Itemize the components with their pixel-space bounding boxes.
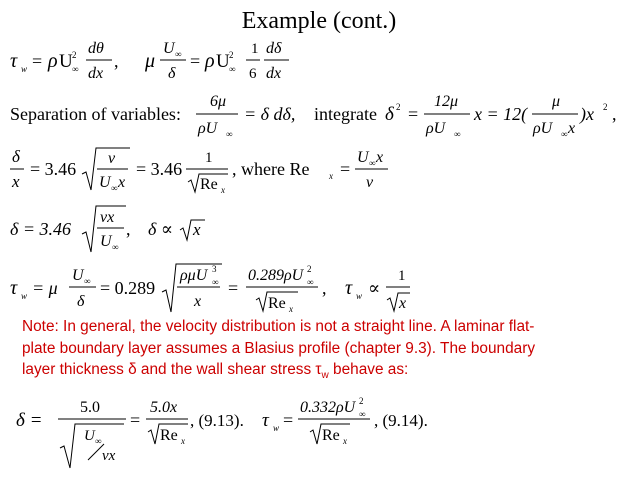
eq5-Re: Re [268,295,286,312]
eq3-where-sub: x [329,171,333,181]
eq4-U: U [100,233,112,250]
eq4-comma: , [126,219,131,239]
eq5-w2: w [356,291,363,301]
eq2-sq: 2 [396,102,401,112]
eq3-Re-sub: x [221,185,225,195]
equation-1-svg [0,36,638,88]
eq1-sq: 2 [72,50,77,60]
eq3-Ux2: U [357,149,369,166]
eq3-nu2: ν [366,174,374,191]
equation-blasius-results [0,392,638,472]
eq5-inf2: ∞ [212,277,219,287]
eq5-inf: ∞ [84,276,91,286]
equation-wall-shear-scaling [0,258,638,316]
eq4-x: x [193,220,201,239]
eq3-x2: x [376,149,384,166]
eq6-ref1: , (9.13). [190,411,244,430]
eq6-eq: = [130,410,141,430]
eq5-one: 1 [398,268,406,284]
eq2-sixmu: 6μ [210,93,227,110]
eq3-x: x [12,172,20,191]
eq3-inf: ∞ [111,183,118,193]
eq1-delta: δ [168,65,176,82]
equation-5-svg [0,258,638,316]
eq2-label: Separation of variables: [10,104,181,124]
equation-separation-of-variables [0,90,638,142]
eq2-deltasq: δ [385,104,394,125]
note-line-3-end: behave as: [328,361,409,378]
eq2-inf3: ∞ [561,129,568,139]
eq4-lhs: δ = 3.46 [10,219,72,239]
eq1-U2: U [216,51,230,72]
eq1-comma: , [114,51,119,71]
eq2-x: x [568,120,576,137]
note-line-2: plate boundary layer assumes a Blasius profile (chapter 9.3). The boundary [22,339,536,357]
eq6-Re2-sub: x [343,436,347,446]
eq5-tau: τ [10,277,18,299]
eq3-delta: δ [12,147,20,166]
eq5-xden: x [399,295,407,312]
eq6-inf2: ∞ [359,409,366,419]
eq3-eq3: = [340,159,351,179]
eq5-U: U [72,267,84,284]
eq6-inf: ∞ [95,436,102,446]
eq2-close: )x [580,104,594,124]
eq2-rhoUx: ρU [533,120,553,137]
eq5-eqmu: = μ [32,278,58,298]
eq2-inf: ∞ [226,129,233,139]
eq1-dtheta: dθ [88,40,104,57]
eq1-Uinf-sub: ∞ [175,49,182,59]
eq2-rhs: = δ dδ, [244,104,296,124]
eq2-xeq: x = 12( [474,104,528,124]
eq5-prop: ∝ [368,278,381,298]
eq6-num: 0.332ρU [300,399,356,416]
note-line-1: Note: In general, the velocity distribution is not a straight line. A laminar flat- [22,318,535,335]
slide-title: Example (cont.) [241,8,397,34]
note-paragraph [22,316,622,387]
eq1-mu: μ [145,50,156,72]
eq1-dx: dx [88,65,104,82]
eq1-inf2: ∞ [229,64,236,74]
eq5-delta: δ [77,293,85,310]
eq6-delta: δ = [16,410,43,431]
eq2-eq: = [408,104,419,124]
eq1-rho: ρ [48,50,58,72]
eq1-U: U [59,51,73,72]
eq6-five: 5.0 [80,399,100,416]
eq5-cube: 3 [212,264,217,274]
eq5-rhomuU: ρμU [180,267,208,284]
eq1-eq2: = [190,51,201,71]
eq6-w: w [273,423,280,433]
eq5-tau2: τ [345,277,353,299]
eq6-nux: νx [102,448,116,464]
eq3-where: , where Re [232,159,310,179]
eq3-coef: = 3.46 [30,159,77,179]
eq1-tau: τ [10,50,18,72]
note-line-3-sub: w [321,370,329,382]
equation-6-svg [0,392,638,472]
eq3-Re: Re [200,176,218,193]
eq2-integrate: integrate [314,104,377,124]
eq5-Re-sub: x [289,304,293,314]
eq2-inf2: ∞ [454,129,461,139]
eq2-sq2: 2 [603,102,608,112]
eq3-coef2: = 3.46 [136,159,183,179]
equation-wall-shear-momentum [0,36,638,88]
note-line-3-start: layer thickness δ and the wall shear stress τ [22,361,322,378]
eq1-rho2: ρ [205,50,215,72]
eq6-fivex: 5.0x [150,399,178,416]
eq6-Re: Re [160,427,178,444]
eq1-eq: = [32,51,43,71]
eq6-Re2: Re [322,427,340,444]
eq5-comma: , [322,278,327,298]
note-line-3 [22,359,622,387]
eq5-x: x [194,293,202,310]
eq2-tail: , [612,104,617,124]
eq2-rhoU2: ρU [426,120,446,137]
eq1-six: 6 [249,66,257,82]
eq4-nux: νx [100,209,115,226]
eq2-rhoU: ρU [198,120,218,137]
eq5-num2: 0.289ρU [248,267,304,284]
eq1-dx2: dx [266,65,282,82]
eq6-sq: 2 [359,396,364,406]
eq3-one: 1 [205,150,213,166]
eq1-inf: ∞ [72,64,79,74]
eq3-inf2: ∞ [369,158,376,168]
equation-3-svg [0,144,638,196]
eq1-w-sub: w [21,64,28,74]
eq6-eq2: = [283,410,294,430]
eq3-nu: ν [108,150,116,167]
eq1-Uinf: U [163,40,175,57]
eq6-ref2: , (9.14). [374,411,428,430]
equation-4-svg [0,200,638,256]
eq1-one: 1 [251,41,259,57]
eq4-prop: δ ∝ [148,219,174,239]
eq1-ddelta: dδ [266,40,282,57]
eq5-inf3: ∞ [307,277,314,287]
eq3-xden: x [118,174,126,191]
eq5-w: w [21,291,28,301]
equation-delta-scaling [0,200,638,256]
eq6-Re-sub: x [181,436,185,446]
eq3-Ux: U [99,174,111,191]
eq2-mu: μ [552,93,561,110]
eq6-U: U [84,428,95,444]
eq2-12mu: 12μ [434,93,459,110]
equation-delta-over-x [0,144,638,196]
eq6-tau: τ [262,410,269,431]
equation-2-svg [0,90,638,142]
eq1-sq2: 2 [229,50,234,60]
eq4-inf: ∞ [112,242,119,252]
eq5-sq: 2 [307,264,312,274]
eq5-eq2: = [228,278,239,298]
eq5-coef: = 0.289 [100,278,156,298]
